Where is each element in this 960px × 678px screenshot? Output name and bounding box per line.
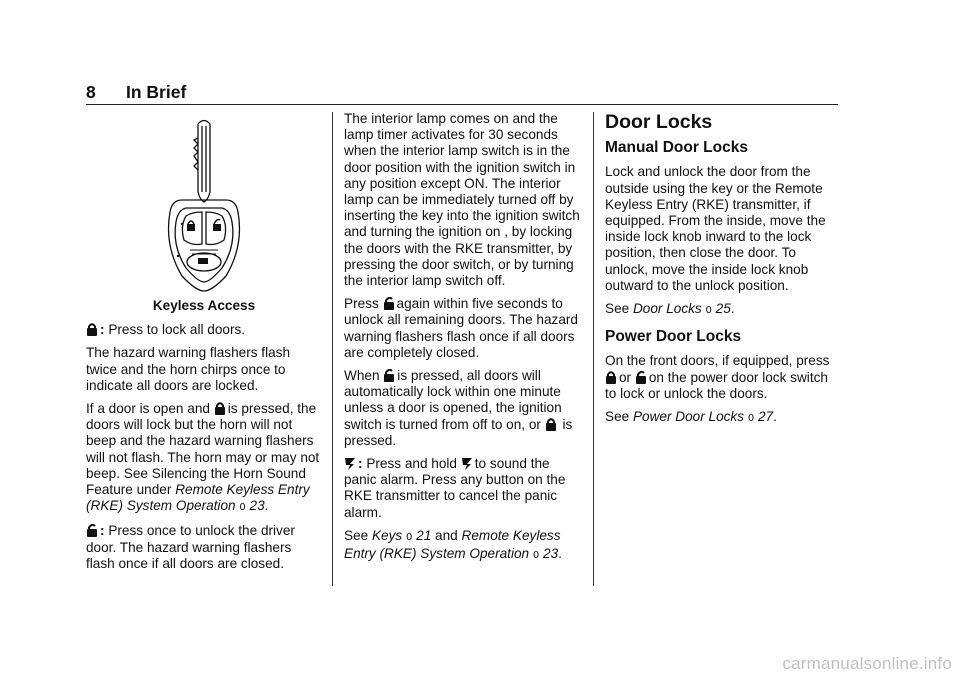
unlock-icon (383, 297, 395, 310)
page-reference-arrow: 0 (532, 550, 540, 562)
paragraph: When is pressed, all doors will automatically lock within one minute unless a door is opened, the ignition switch is turned from off to on, or is pressed. (344, 368, 573, 448)
unlock-icon (383, 369, 395, 382)
paragraph: The interior lamp comes on and the lamp timer activates for 30 seconds when the interior lamp switch is in the door position with the ignition switch in any position except ON. The interior lamp can be immediately turned off by inserting the key into the ignition switch and turning the ignition on , by locking the doors with the RKE transmitter, by pressing the door switch, or by turning the interior lamp switch off. (344, 111, 580, 289)
cross-reference-link[interactable]: Remote Keyless Entry (RKE) System Operation (344, 527, 561, 562)
subsection-heading: Manual Door Locks (605, 139, 748, 157)
page-reference[interactable]: 21 (416, 527, 432, 543)
section-title: In Brief (126, 82, 187, 102)
page-reference[interactable]: 23 (543, 546, 559, 562)
panic-button-description: : Press and hold to sound the panic alarm. Press any button on the RKE transmitter to cancel the panic alarm. (344, 456, 566, 520)
unlock-button-description: : Press once to unlock the driver door. The hazard warning flashers flash once if all doors are closed. (86, 523, 295, 571)
paragraph: On the front doors, if equipped, press or on the power door lock switch to lock or unlock the doors. (605, 353, 830, 401)
paragraph: See Keys 0 21 and Remote Keyless Entry (RKE) System Operation 0 23. (344, 527, 562, 562)
cross-reference-link[interactable]: Remote Keyless Entry (RKE) System Operation (86, 482, 310, 514)
cross-reference-link[interactable]: Power Door Locks (632, 409, 745, 425)
keyless-access-figure (86, 116, 322, 294)
page-reference-arrow: 0 (405, 531, 413, 543)
page-reference[interactable]: 23 (249, 498, 265, 514)
watermark: carmanualsonline.info (782, 654, 952, 673)
unlock-icon (635, 371, 647, 384)
unlock-icon (86, 524, 98, 537)
page-reference[interactable]: 25 (715, 301, 731, 317)
column-divider (332, 112, 333, 586)
column-2 (344, 111, 584, 571)
paragraph: The hazard warning flashers flash twice and the horn chirps once to indicate all doors are locked. (86, 345, 291, 393)
page-reference[interactable]: 27 (757, 409, 774, 425)
column-1 (86, 116, 322, 579)
page-reference-arrow: 0 (705, 305, 712, 317)
page-reference-arrow: 0 (747, 413, 755, 425)
panic-icon (461, 457, 473, 470)
lock-icon (545, 418, 557, 431)
section-heading: Door Locks (605, 111, 713, 133)
column-3 (605, 110, 841, 434)
lock-button-description: : Press to lock all doors. (86, 322, 322, 338)
cross-reference-link[interactable]: Door Locks (632, 301, 702, 317)
paragraph: See Power Door Locks 0 27. (605, 409, 777, 425)
lock-icon (605, 371, 617, 384)
paragraph: See Door Locks 0 25. (605, 301, 735, 317)
subsection-heading: Power Door Locks (605, 328, 742, 346)
key-fob-illustration (86, 116, 322, 294)
page-number: 8 (86, 82, 96, 102)
lock-icon (214, 402, 226, 415)
lock-icon (86, 323, 98, 336)
column-divider (593, 112, 594, 586)
header-rule (86, 104, 838, 105)
paragraph: Press again within five seconds to unlock all remaining doors. The hazard warning flashers flash once if all doors are completely closed. (344, 296, 578, 360)
page-reference-arrow: 0 (239, 502, 246, 514)
page-header (86, 82, 186, 103)
panic-icon (344, 457, 356, 470)
paragraph: If a door is open and is pressed, the doors will lock but the horn will not beep and the hazard warning flashers will not flash. The horn may or may not beep. See Silencing the Horn Sound Feature under Remote Keyless Entry (RKE) System Operation 0 23. (86, 401, 320, 514)
paragraph: Lock and unlock the door from the outside using the key or the Remote Keyless Entry (RKE) transmitter, if equipped. From the inside, move the inside lock knob inward to the lock position, then close the door. To unlock, move the inside lock knob outward to the unlock position. (605, 164, 826, 293)
cross-reference-link[interactable]: Keys (371, 527, 403, 543)
figure-caption: Keyless Access (152, 298, 256, 313)
